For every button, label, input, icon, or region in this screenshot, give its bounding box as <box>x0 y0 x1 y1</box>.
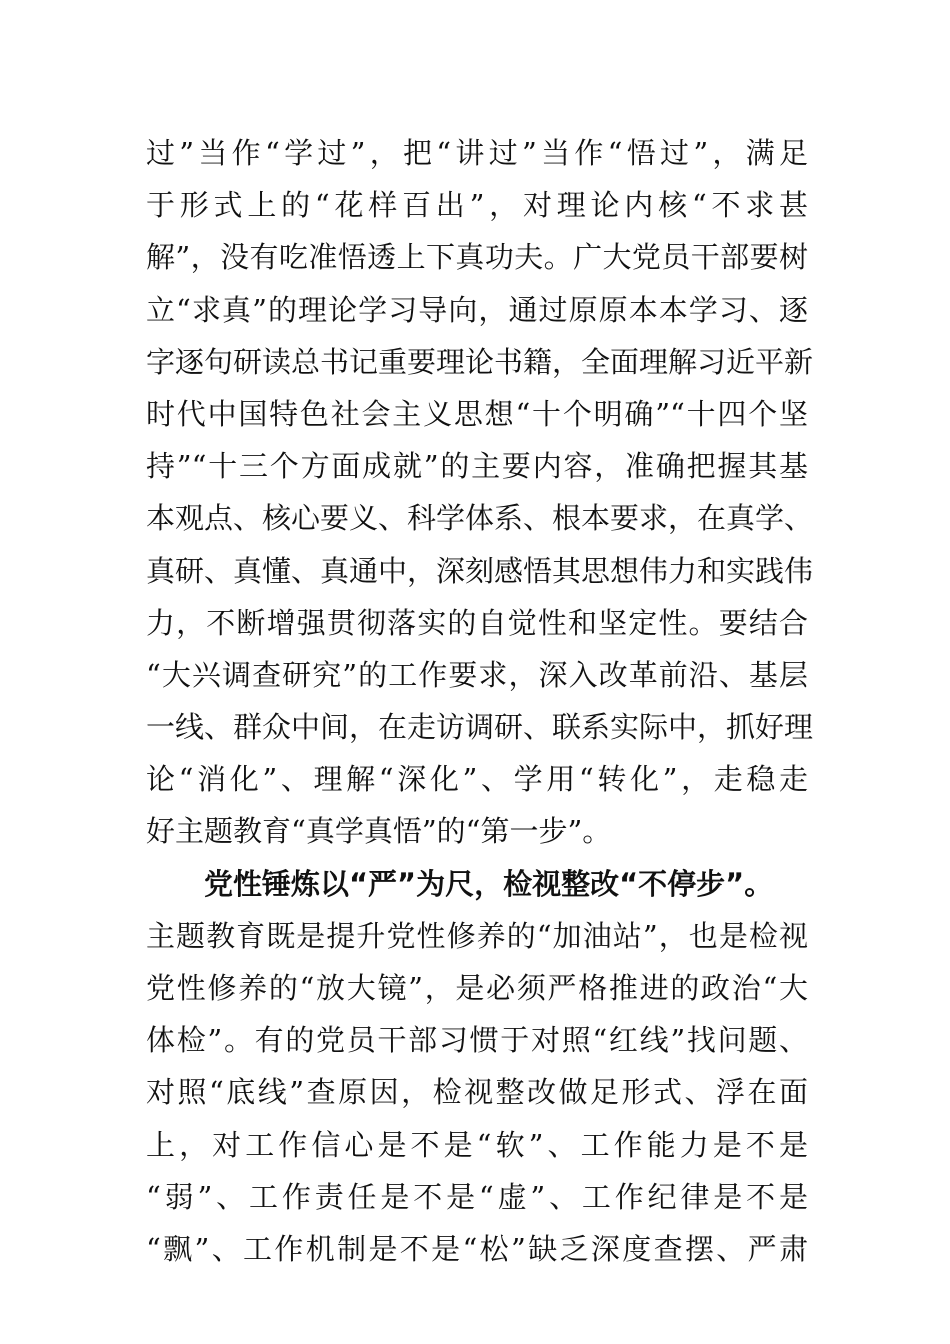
text-line: 一线、群众中间，在走访调研、联系实际中，抓好理 <box>146 710 814 745</box>
text-line: 主题教育既是提升党性修养的“加油站”，也是检视 <box>146 918 808 953</box>
text-line: 于形式上的“花样百出”，对理论内核“不求甚 <box>146 188 808 223</box>
text-line: “弱”、工作责任是不是“虚”、工作纪律是不是 <box>146 1179 808 1214</box>
text-line: “飘”、工作机制是不是“松”缺乏深度查摆、严肃 <box>146 1231 808 1266</box>
text-line: 本观点、核心要义、科学体系、根本要求，在真学、 <box>146 501 814 536</box>
text-line: 论“消化”、理解“深化”、学用“转化”，走稳走 <box>146 762 808 797</box>
document-body <box>146 127 814 1275</box>
text-line: 力，不断增强贯彻落实的自觉性和坚定性。要结合 <box>146 605 808 640</box>
text-line: 好主题教育“真学真悟”的“第一步”。 <box>146 814 612 849</box>
text-line: “大兴调查研究”的工作要求，深入改革前沿、基层 <box>146 657 808 692</box>
paragraph-2 <box>146 858 808 1276</box>
text-line: 解”，没有吃准悟透上下真功夫。广大党员干部要树 <box>146 240 808 275</box>
text-line: 立“求真”的理论学习导向，通过原原本本学习、逐 <box>146 292 808 327</box>
section-heading: 党性锤炼以“严”为尺，检视整改“不停步”。 <box>204 866 774 901</box>
paragraph-1 <box>146 127 814 858</box>
text-line: 真研、真懂、真通中，深刻感悟其思想伟力和实践伟 <box>146 553 814 588</box>
text-line: 字逐句研读总书记重要理论书籍，全面理解习近平新 <box>146 344 814 379</box>
text-line: 持”“十三个方面成就”的主要内容，准确把握其基 <box>146 449 808 484</box>
text-line: 时代中国特色社会主义思想“十个明确”“十四个坚 <box>146 396 808 431</box>
text-line: 党性修养的“放大镜”，是必须严格推进的政治“大 <box>146 971 808 1005</box>
text-line: 体检”。有的党员干部习惯于对照“红线”找问题、 <box>146 1023 808 1058</box>
text-line: 对照“底线”查原因，检视整改做足形式、浮在面 <box>146 1075 808 1110</box>
text-line: 上，对工作信心是不是“软”、工作能力是不是 <box>146 1127 808 1162</box>
text-line: 过”当作“学过”，把“讲过”当作“悟过”，满足 <box>146 136 808 170</box>
